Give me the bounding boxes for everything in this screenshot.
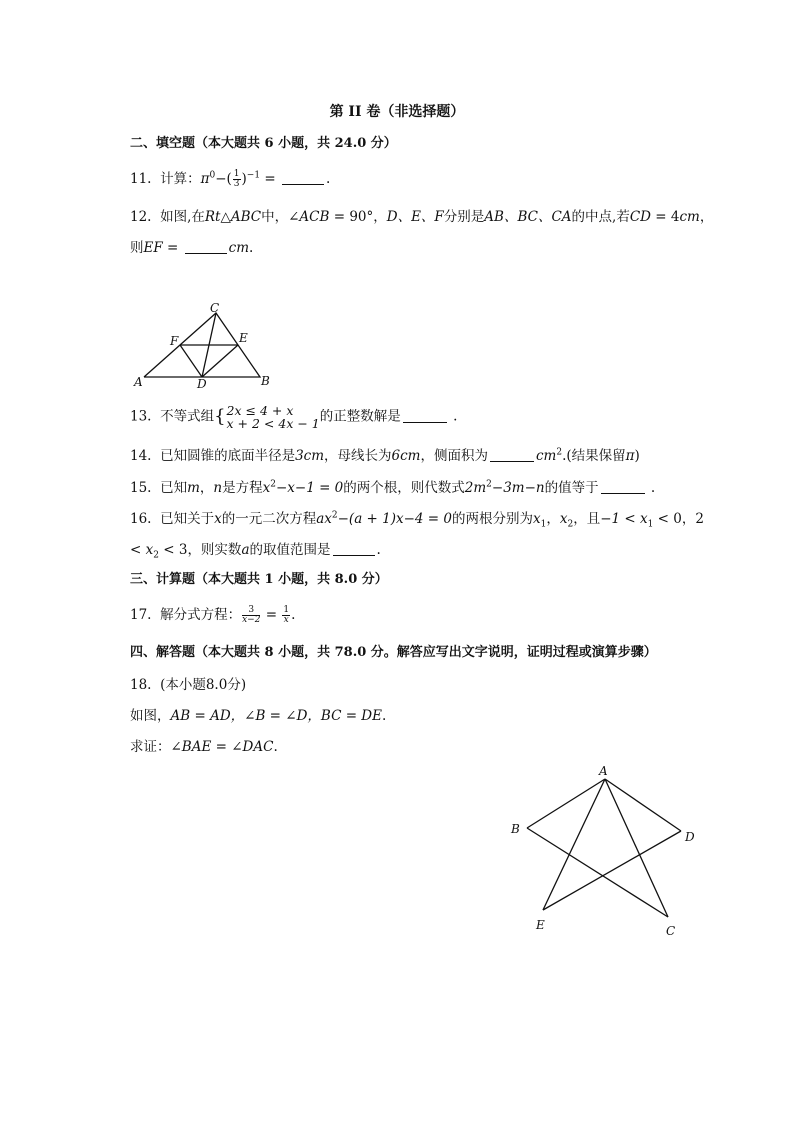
triangle-figure	[128, 300, 288, 390]
section-heading-solution: 四、解答题（本大题共 8 小题，共 78.0 分。解答应写出文字说明，证明过程或演算步骤）	[130, 645, 657, 660]
answer-blank-12	[185, 239, 227, 254]
label-A: A	[599, 764, 608, 778]
question-18-prove: 求证：∠BAE = ∠DAC.	[130, 739, 278, 755]
answer-blank-11	[282, 170, 324, 185]
page-title: 第 II 卷（非选择题）	[329, 104, 465, 120]
label-C: C	[210, 301, 220, 315]
question-15: 15. 已知m，n是方程$x^2-x-1 = 0$的两个根，则代数式$2m^2-3m-n$的值等于 .	[130, 479, 656, 496]
question-18-given: 如图，AB = AD，∠B = ∠D，BC = DE.	[130, 708, 387, 724]
question-13: 13. 不等式组{ 2x ≤ 4 + x x + 2 < 4x − 1 的正整数解是 .	[130, 403, 458, 431]
answer-blank-15	[601, 479, 645, 494]
label-D: D	[197, 377, 207, 391]
question-11: 11. 计算：$\pi^0-$( $\frac{1}{3}$ )$^{-1}$ = .	[130, 169, 331, 189]
label-B: B	[261, 374, 270, 388]
question-12-line-1: 12. 如图,在Rt△ABC中，∠ACB = 90°，D、E、F分别是AB、BC、CA的中点,若CD = 4cm，	[130, 209, 714, 225]
label-E: E	[536, 918, 545, 932]
section-heading-calculation: 三、计算题（本大题共 1 小题，共 8.0 分）	[130, 572, 388, 587]
answer-blank-14	[490, 447, 534, 462]
question-18-header: 18. (本小题8.0分)	[130, 677, 247, 693]
answer-blank-13	[403, 408, 447, 423]
question-14: 14. 已知圆锥的底面半径是3cm，母线长为6cm，侧面积为 $cm^2$.(结果保留π)	[130, 447, 640, 464]
label-A: A	[134, 375, 143, 389]
question-12-line-2: 则EF = cm.	[130, 240, 254, 256]
label-C: C	[666, 924, 676, 938]
fraction-one-third: $\frac{1}{3}$	[233, 169, 240, 189]
answer-blank-16	[333, 541, 375, 556]
question-16-line-2: < $x_2 < 3$，则实数a的取值范围是 .	[130, 542, 381, 561]
section-heading-fill-in: 二、填空题（本大题共 6 小题，共 24.0 分）	[130, 136, 397, 151]
label-F: F	[170, 334, 179, 348]
label-E: E	[239, 331, 248, 345]
question-17: 17. 解分式方程： $\frac{3}{x-2}$ = $\frac{1}{x}$ .	[130, 605, 296, 625]
question-16-line-1: 16. 已知关于x的一元二次方程$ax^2-(a + 1)x-4 = 0$的两根分别为$x_1$，$x_2$，且$-1 < x_1 < 0$，2	[130, 510, 704, 530]
label-D: D	[685, 830, 695, 844]
star-figure	[505, 765, 705, 940]
label-B: B	[511, 822, 520, 836]
